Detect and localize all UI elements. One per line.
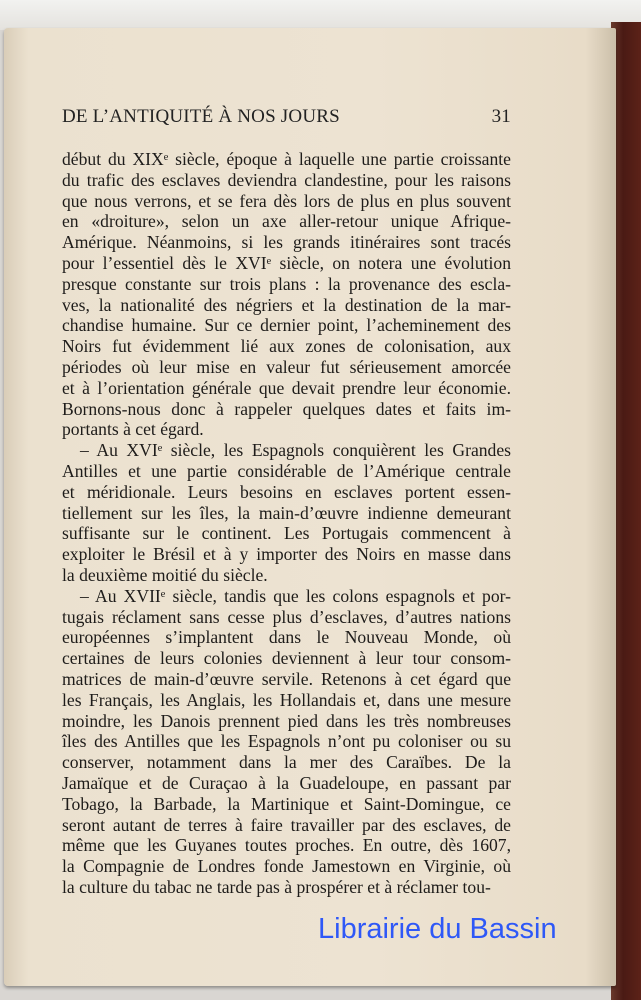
text-line: conserver, notamment dans la mer des Caraïbes. De la (62, 752, 511, 773)
text-line: matrices de main-d’œuvre servile. Retenons à cet égard que (62, 668, 511, 689)
chapter-title: DE L’ANTIQUITÉ À NOS JOURS (62, 106, 340, 127)
text-line: la Compagnie de Londres fonde Jamestown en Virginie, où (62, 856, 511, 877)
text-line: portants à cet égard. (62, 419, 204, 440)
paragraph (62, 149, 511, 440)
text-line: certaines de leurs colonies deviennent à leur tour consom- (62, 648, 511, 669)
paragraph (62, 440, 511, 586)
paragraph (62, 586, 511, 898)
text-line: périodes où leur mise en valeur fut sérieusement amorcée (62, 356, 511, 377)
text-line: tiellement sur les îles, la main-d’œuvre indienne demeurant (62, 502, 511, 523)
text-line: en «droiture», selon un axe aller-retour unique Afrique- (62, 211, 511, 232)
text-line: seront autant de terres à faire travailler par des esclaves, de (62, 814, 511, 835)
text-line: Antilles et une partie considérable de l’Amérique centrale (62, 460, 511, 481)
text-line: moindre, les Danois prennent pied dans les très nombreuses (62, 710, 511, 731)
text-line: chandise humaine. Sur ce dernier point, l’acheminement des (62, 315, 511, 336)
text-line: la deuxième moitié du siècle. (62, 564, 268, 585)
text-line: exploiter le Brésil et à y importer des Noirs en masse dans (62, 544, 511, 565)
text-line: Noirs fut évidemment lié aux zones de colonisation, aux (62, 336, 511, 357)
text-line: tugais réclament sans cesse plus d’esclaves, d’autres nations (62, 606, 511, 627)
text-line: et à l’orientation générale que devait prendre leur économie. (62, 377, 511, 398)
text-line: îles des Antilles que les Espagnols n’ont pu coloniser ou su (62, 731, 511, 752)
page-body-text (62, 149, 511, 898)
text-line: – Au XVIIᵉ siècle, tandis que les colons espagnols et por- (80, 585, 511, 606)
text-line: européennes s’implantent dans le Nouveau Monde, où (62, 627, 511, 648)
text-line: Bornons-nous donc à rappeler quelques dates et faits im- (62, 398, 511, 419)
text-line: du trafic des esclaves deviendra clandestine, pour les raisons (62, 169, 511, 190)
text-line: début du XIXᵉ siècle, époque à laquelle une partie croissante (62, 149, 511, 169)
text-line: même que les Guyanes toutes proches. En outre, dès 1607, (62, 835, 511, 856)
watermark: Librairie du Bassin (318, 913, 557, 945)
text-line: Tobago, la Barbade, la Martinique et Saint-Domingue, ce (62, 793, 511, 814)
text-line: Jamaïque et de Curaçao à la Guadeloupe, en passant par (62, 772, 511, 793)
text-line: – Au XVIᵉ siècle, les Espagnols conquièrent les Grandes (80, 440, 511, 461)
text-line: la culture du tabac ne tarde pas à prospérer et à réclamer tou- (62, 876, 491, 897)
background-top (0, 0, 641, 30)
page-number: 31 (491, 106, 511, 127)
running-header (62, 106, 511, 128)
text-line: pour l’essentiel dès le XVIᵉ siècle, on notera une évolution (62, 252, 511, 273)
text-line: les Français, les Anglais, les Hollandais et, dans une mesure (62, 689, 511, 710)
text-line: suffisante sur le continent. Les Portugais commencent à (62, 523, 511, 544)
text-line: ves, la nationalité des négriers et la destination de la mar- (62, 294, 511, 315)
text-line: Amérique. Néanmoins, si les grands itinéraires sont tracés (62, 232, 511, 253)
text-line: et méridionale. Leurs besoins en esclaves portent essen- (62, 481, 511, 502)
text-line: presque constante sur trois plans : la provenance des escla- (62, 273, 511, 294)
text-line: que nous verrons, et se fera dès lors de plus en plus souvent (62, 190, 511, 211)
